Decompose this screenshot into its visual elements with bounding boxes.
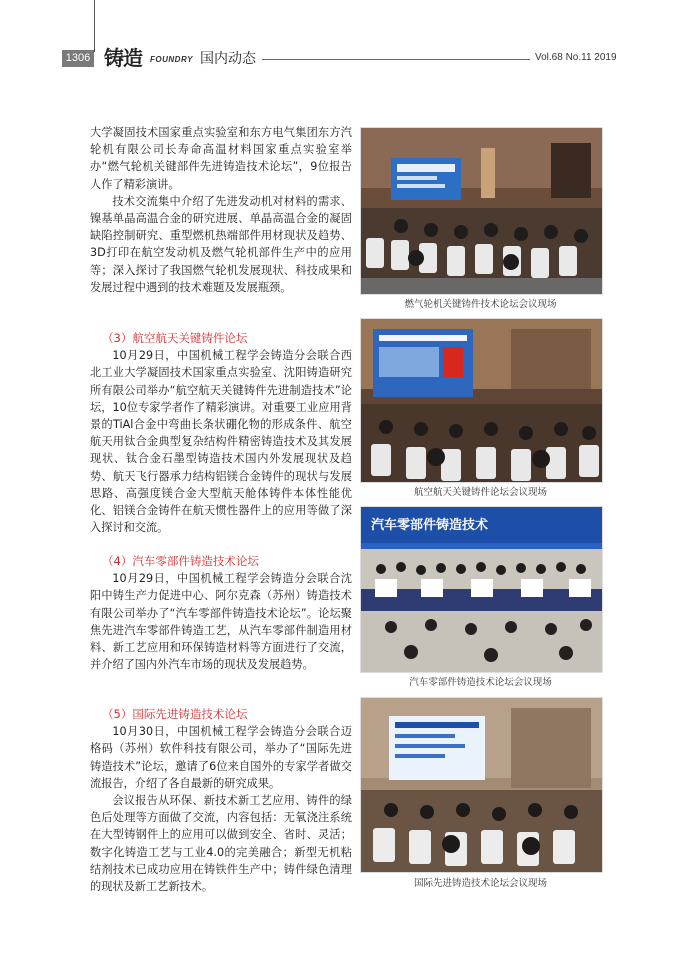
volume-info: Vol.68 No.11 2019 [535,52,617,63]
section-title: 国内动态 [200,51,256,67]
section-5 [90,706,352,895]
article-column [90,124,352,296]
section-4-title: （4）汽车零部件铸造技术论坛 [102,554,259,568]
photo-3-caption: 汽车零部件铸造技术论坛会议现场 [409,677,552,688]
section-5-title: （5）国际先进铸造技术论坛 [102,707,248,721]
page-header [0,46,675,72]
section-4 [90,553,352,673]
header-rule [262,59,530,60]
journal-logo-english: FOUNDRY [150,55,193,64]
photo-2-caption: 航空航天关键铸件论坛会议现场 [413,487,547,498]
section-3-title: （3）航空航天关键铸件论坛 [102,331,248,345]
journal-logo: 铸造 [104,46,142,70]
section-3-paragraph: 10月29日，中国机械工程学会铸造分会联合西北工业大学凝固技术国家重点实验室、沈阳铸造研究所有限公司举办“航空航天关键铸件先进制造技术”论坛，10位专家学者作了精彩演讲。对重要工业应用背景的TiAl合金中弯曲长条状硼化物的形成条件、航空航天用钛合金典型复杂结构件精密铸造技术及其发展现状、钛合金石墨型铸造技术国内外发展现状及趋势、航天飞行器承力结构铝镁合金铸件的现状与发展思路、高强度镁合金大型航天舱体铸件本体性能优化、铝镁合金铸件在航天惯性器件上的应用等做了深入探讨和交流。 [90,349,352,535]
section-5-paragraph-1: 10月30日，中国机械工程学会铸造分会联合迈格码（苏州）软件科技有限公司，举办了“国际先进铸造技术”论坛，邀请了6位来自国外的专家学者做交流报告，介绍了各自最新的研究成果。 [90,725,352,790]
photo-aerospace-forum [360,318,603,483]
photo-automotive-forum [360,506,603,673]
header-vertical-rule [94,0,95,52]
section-5-paragraph-2: 会议报告从环保、新技术新工艺应用、铸件的绿色后处理等方面做了交流，内容包括：无氧浇注系统在大型铸钢件上的应用可以做到安全、省时、灵活；数字化铸造工艺与工业4.0的完美融合；新型无机粘结剂技术已成功应用在铸铁件生产中；铸件绿色清理的现状及新工艺新技术。 [90,794,352,894]
photo-international-forum [360,697,603,873]
photo-gas-turbine-forum [360,127,603,295]
section-4-paragraph: 10月29日，中国机械工程学会铸造分会联合沈阳中铸生产力促进中心、阿尔克森（苏州）铸造技术有限公司举办了“汽车零部件铸造技术论坛”。论坛聚焦先进汽车零部件铸造工艺，从汽车零部件制造用材料、新工艺应用和环保铸造材料等方面进行了交流，并介绍了国内外汽车市场的现状及发展趋势。 [90,572,352,672]
intro-paragraph-1: 大学凝固技术国家重点实验室和东方电气集团东方汽轮机有限公司长寿命高温材料国家重点实验室举办“燃气轮机关键部件先进铸造技术论坛”，9位报告人作了精彩演讲。 [90,126,352,191]
photo-3-banner-text: 汽车零部件铸造技术 [371,518,489,533]
intro-paragraph-2: 技术交流集中介绍了先进发动机对材料的需求、镍基单晶高温合金的研究进展、单晶高温合金的凝固缺陷控制研究、重型燃机热端部件用材现状及趋势、3D打印在航空发动机及燃气轮机部件生产中的应用等；深入探讨了我国燃气轮机发展现状、科技成果和发展过程中遇到的技术难题及发展瓶颈。 [90,194,352,294]
photo-1-caption: 燃气轮机关键铸件技术论坛会议现场 [404,299,557,310]
page-number: 1306 [62,50,94,67]
section-3 [90,330,352,536]
photo-4-caption: 国际先进铸造技术论坛会议现场 [413,878,547,889]
